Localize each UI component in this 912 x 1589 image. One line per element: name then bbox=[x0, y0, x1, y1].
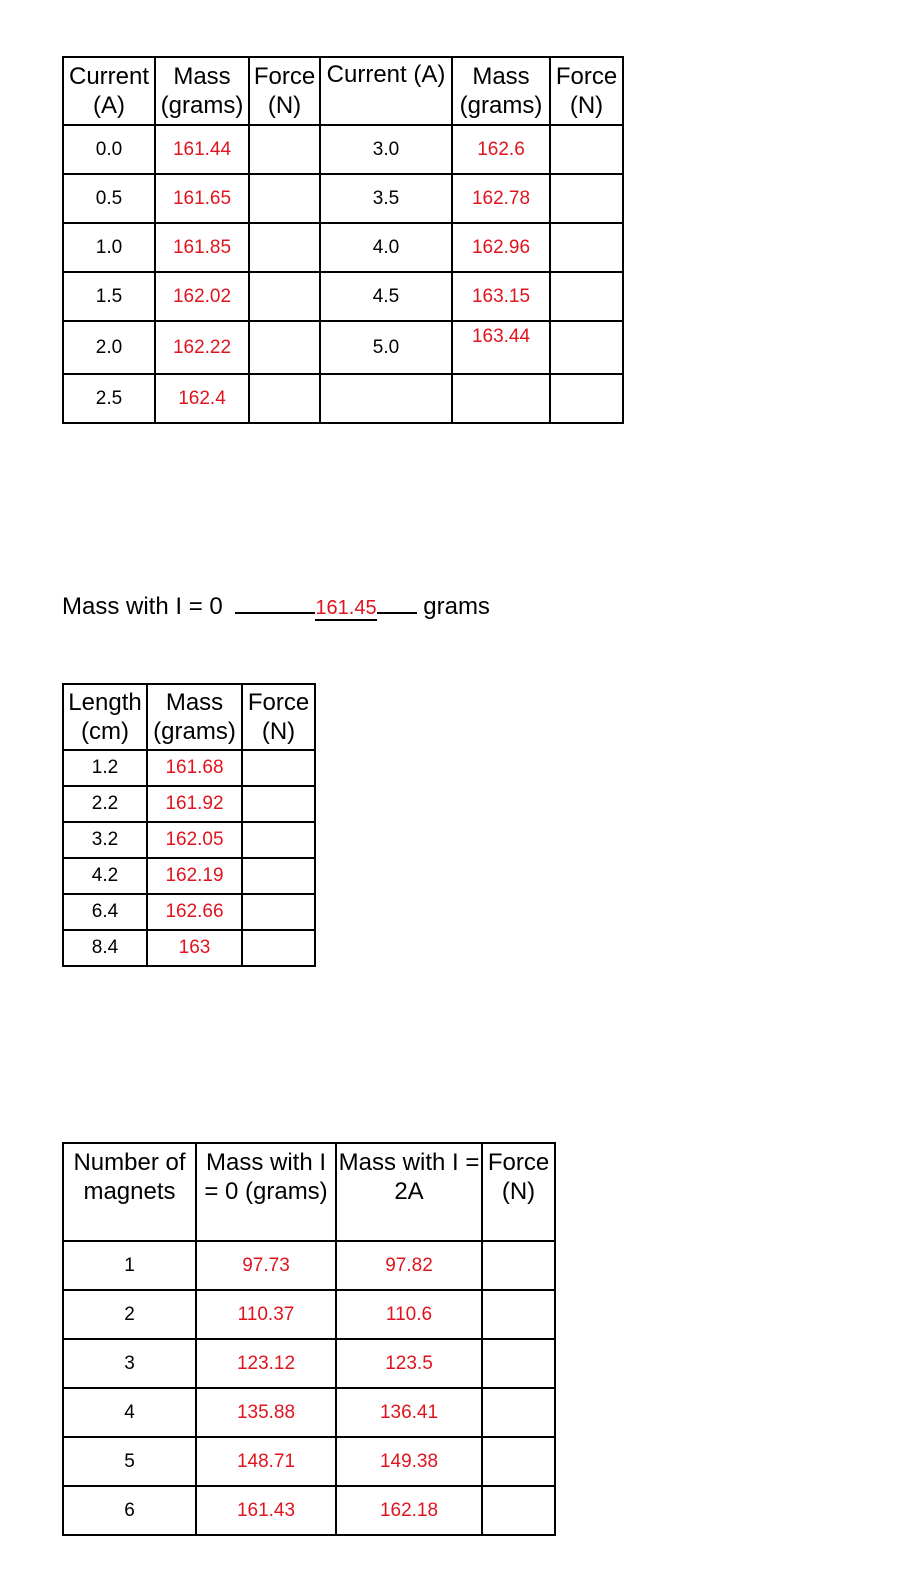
table-header-row bbox=[63, 684, 315, 750]
table-row bbox=[63, 750, 315, 786]
mass-zero-unit: grams bbox=[423, 593, 490, 620]
header-force: Force (N) bbox=[242, 684, 315, 750]
force-cell[interactable] bbox=[550, 272, 623, 321]
header-force-right: Force (N) bbox=[550, 57, 623, 125]
mass-cell: 163.15 bbox=[452, 272, 550, 321]
force-cell[interactable] bbox=[482, 1241, 555, 1290]
mass-cell: 162.96 bbox=[452, 223, 550, 272]
current-cell: 4.5 bbox=[320, 272, 452, 321]
length-cell: 3.2 bbox=[63, 822, 147, 858]
force-cell[interactable] bbox=[249, 374, 320, 423]
header-force: Force (N) bbox=[482, 1143, 555, 1241]
force-cell[interactable] bbox=[550, 374, 623, 423]
mass-zero-line bbox=[62, 592, 490, 621]
force-cell[interactable] bbox=[249, 272, 320, 321]
current-cell: 2.5 bbox=[63, 374, 155, 423]
table-row bbox=[63, 374, 623, 423]
table-row bbox=[63, 858, 315, 894]
length-cell: 1.2 bbox=[63, 750, 147, 786]
force-cell[interactable] bbox=[482, 1437, 555, 1486]
mass-cell: 162.22 bbox=[155, 321, 249, 374]
force-cell[interactable] bbox=[482, 1388, 555, 1437]
header-current-left: Current (A) bbox=[63, 57, 155, 125]
length-cell: 2.2 bbox=[63, 786, 147, 822]
current-cell: 3.0 bbox=[320, 125, 452, 174]
force-cell[interactable] bbox=[242, 858, 315, 894]
force-cell[interactable] bbox=[242, 786, 315, 822]
length-mass-table bbox=[62, 683, 316, 967]
magnets-cell: 4 bbox=[63, 1388, 196, 1437]
table-header-row bbox=[63, 1143, 555, 1241]
force-cell[interactable] bbox=[242, 750, 315, 786]
mass-cell: 162.4 bbox=[155, 374, 249, 423]
table-row bbox=[63, 894, 315, 930]
force-cell[interactable] bbox=[242, 894, 315, 930]
table-row bbox=[63, 1437, 555, 1486]
length-cell: 6.4 bbox=[63, 894, 147, 930]
current-cell: 4.0 bbox=[320, 223, 452, 272]
table-row bbox=[63, 125, 623, 174]
table-row bbox=[63, 1388, 555, 1437]
mass-cell: 161.68 bbox=[147, 750, 242, 786]
table-row bbox=[63, 1486, 555, 1535]
mass-zero-label: Mass with I = 0 bbox=[62, 593, 223, 620]
mass-cell bbox=[452, 374, 550, 423]
table-row bbox=[63, 786, 315, 822]
header-magnets: Number of magnets bbox=[63, 1143, 196, 1241]
force-cell[interactable] bbox=[249, 321, 320, 374]
force-cell[interactable] bbox=[249, 223, 320, 272]
mass-cell: 162.6 bbox=[452, 125, 550, 174]
header-mass-right: Mass (grams) bbox=[452, 57, 550, 125]
mass-i2-cell: 97.82 bbox=[336, 1241, 482, 1290]
magnets-cell: 1 bbox=[63, 1241, 196, 1290]
force-cell[interactable] bbox=[550, 321, 623, 374]
mass-i0-cell: 97.73 bbox=[196, 1241, 336, 1290]
force-cell[interactable] bbox=[482, 1486, 555, 1535]
current-cell: 3.5 bbox=[320, 174, 452, 223]
header-mass: Mass (grams) bbox=[147, 684, 242, 750]
current-cell: 0.5 bbox=[63, 174, 155, 223]
magnets-cell: 3 bbox=[63, 1339, 196, 1388]
mass-cell: 161.85 bbox=[155, 223, 249, 272]
force-cell[interactable] bbox=[242, 822, 315, 858]
mass-i0-cell: 123.12 bbox=[196, 1339, 336, 1388]
force-cell[interactable] bbox=[249, 125, 320, 174]
table-row bbox=[63, 930, 315, 966]
mass-i2-cell: 149.38 bbox=[336, 1437, 482, 1486]
table-row bbox=[63, 822, 315, 858]
mass-i2-cell: 123.5 bbox=[336, 1339, 482, 1388]
table-row bbox=[63, 174, 623, 223]
mass-i2-cell: 110.6 bbox=[336, 1290, 482, 1339]
current-cell: 1.0 bbox=[63, 223, 155, 272]
blank-underline bbox=[235, 592, 315, 614]
table-row bbox=[63, 1290, 555, 1339]
magnets-mass-table bbox=[62, 1142, 556, 1536]
current-cell: 1.5 bbox=[63, 272, 155, 321]
mass-i0-cell: 135.88 bbox=[196, 1388, 336, 1437]
force-cell[interactable] bbox=[550, 223, 623, 272]
mass-cell: 162.66 bbox=[147, 894, 242, 930]
mass-cell: 162.02 bbox=[155, 272, 249, 321]
current-cell: 5.0 bbox=[320, 321, 452, 374]
mass-i2-cell: 136.41 bbox=[336, 1388, 482, 1437]
table-header-row bbox=[63, 57, 623, 125]
mass-cell: 163.44 bbox=[452, 321, 550, 374]
table-row bbox=[63, 223, 623, 272]
current-cell: 0.0 bbox=[63, 125, 155, 174]
magnets-cell: 6 bbox=[63, 1486, 196, 1535]
force-cell[interactable] bbox=[550, 174, 623, 223]
force-cell[interactable] bbox=[482, 1290, 555, 1339]
table-row bbox=[63, 272, 623, 321]
mass-cell: 161.44 bbox=[155, 125, 249, 174]
mass-i0-cell: 110.37 bbox=[196, 1290, 336, 1339]
force-cell[interactable] bbox=[550, 125, 623, 174]
table-row bbox=[63, 321, 623, 374]
mass-cell: 161.92 bbox=[147, 786, 242, 822]
header-force-left: Force (N) bbox=[249, 57, 320, 125]
force-cell[interactable] bbox=[242, 930, 315, 966]
magnets-cell: 5 bbox=[63, 1437, 196, 1486]
header-mass-i2: Mass with I = 2A bbox=[336, 1143, 482, 1241]
mass-zero-value[interactable]: 161.45 bbox=[315, 597, 377, 619]
table-row bbox=[63, 1339, 555, 1388]
current-cell bbox=[320, 374, 452, 423]
current-mass-table bbox=[62, 56, 624, 424]
table-row bbox=[63, 1241, 555, 1290]
header-length: Length (cm) bbox=[63, 684, 147, 750]
mass-cell: 163 bbox=[147, 930, 242, 966]
length-cell: 8.4 bbox=[63, 930, 147, 966]
blank-underline bbox=[377, 592, 417, 614]
header-current-right: Current (A) bbox=[320, 57, 452, 125]
mass-cell: 162.78 bbox=[452, 174, 550, 223]
force-cell[interactable] bbox=[249, 174, 320, 223]
mass-i2-cell: 162.18 bbox=[336, 1486, 482, 1535]
mass-i0-cell: 148.71 bbox=[196, 1437, 336, 1486]
current-cell: 2.0 bbox=[63, 321, 155, 374]
mass-cell: 162.05 bbox=[147, 822, 242, 858]
magnets-cell: 2 bbox=[63, 1290, 196, 1339]
mass-cell: 161.65 bbox=[155, 174, 249, 223]
length-cell: 4.2 bbox=[63, 858, 147, 894]
header-mass-i0: Mass with I = 0 (grams) bbox=[196, 1143, 336, 1241]
mass-cell: 162.19 bbox=[147, 858, 242, 894]
force-cell[interactable] bbox=[482, 1339, 555, 1388]
header-mass-left: Mass (grams) bbox=[155, 57, 249, 125]
mass-i0-cell: 161.43 bbox=[196, 1486, 336, 1535]
